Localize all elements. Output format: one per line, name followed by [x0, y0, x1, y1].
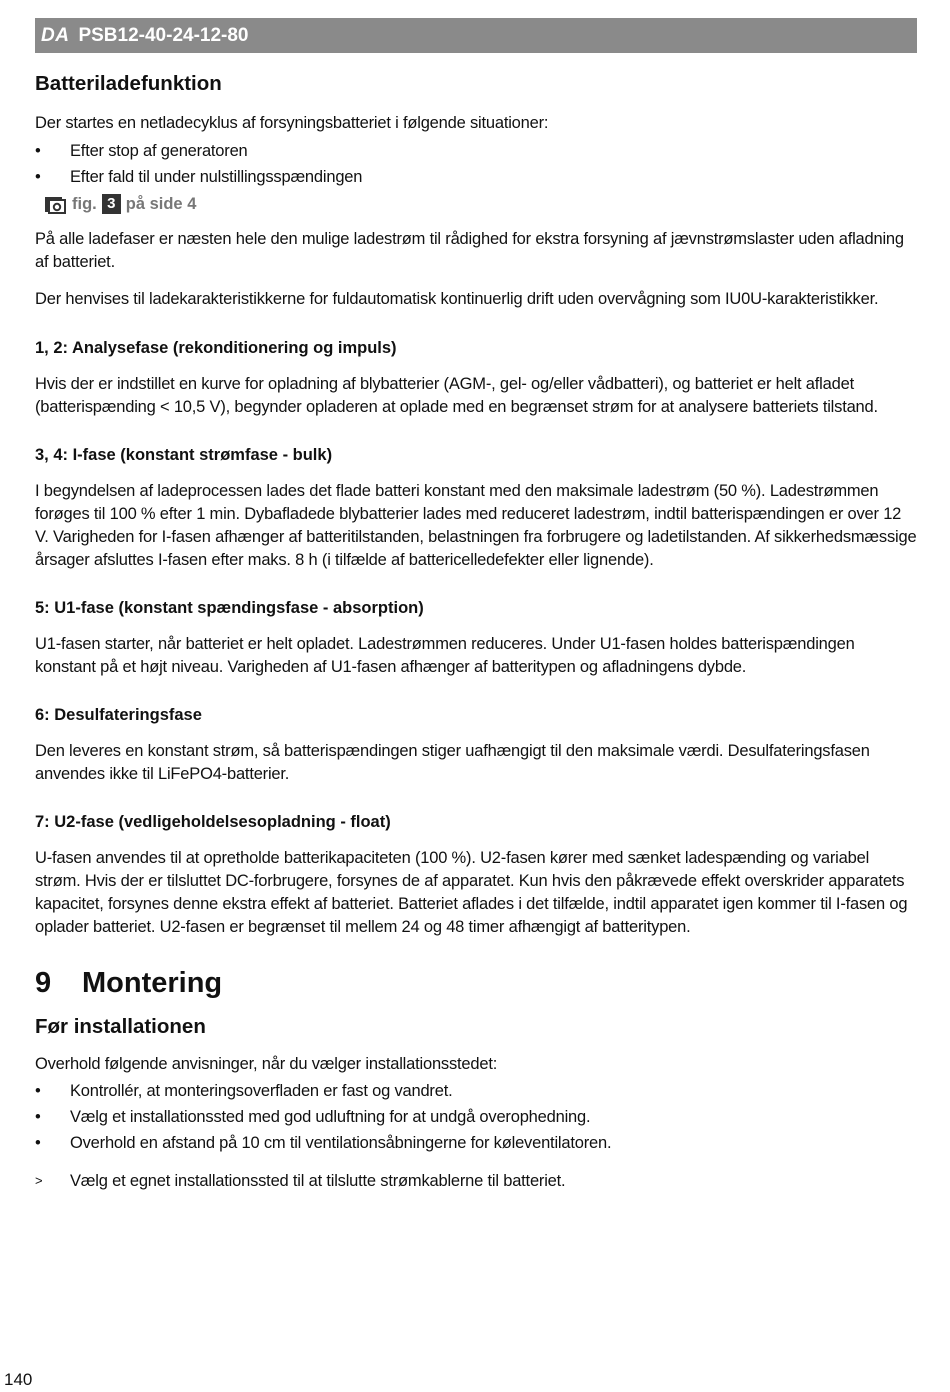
model-number: PSB12-40-24-12-80	[78, 24, 249, 46]
phase-5-text: U1-fasen starter, når batteriet er helt opladet. Ladestrømmen reduceres. Under U1-fasen holdes batterispændingen konstant på et højt niveau. Varigheden af U1-fasen afhænger af batteritypen og afladningens dybde.	[35, 635, 855, 676]
action-step: > Vælg et egnet installationssted til at tilslutte strømkablerne til batteriet.	[35, 1168, 917, 1194]
bullet-icon: •	[35, 168, 41, 186]
chapter-title	[35, 963, 917, 1003]
bullet-icon: •	[35, 1108, 41, 1126]
header-bar	[35, 18, 917, 53]
figure-reference-link[interactable]	[45, 190, 917, 218]
section-title-installation: Før installationen	[35, 1015, 206, 1038]
list-item: • Kontrollér, at monteringsoverfladen er fast og vandret.	[35, 1078, 917, 1104]
installation-intro: Overhold følgende anvisninger, når du vælger installationsstedet:	[35, 1055, 498, 1073]
phase-7-title: 7: U2-fase (vedligeholdelsesopladning - float)	[35, 813, 391, 831]
page-content	[35, 70, 917, 1194]
page-number: 140	[4, 1370, 33, 1389]
phase-6-text: Den leveres en konstant strøm, så batterispændingen stiger uafhængigt til den maksimale værdi. Desulfateringsfasen anvendes ikke til LiFePO4-batterier.	[35, 742, 870, 783]
bullet-icon: •	[35, 1134, 41, 1152]
figure-page: på side 4	[125, 194, 197, 213]
figure-number: 3	[102, 194, 121, 214]
phase-12-text: Hvis der er indstillet en kurve for opladning af blybatterier (AGM-, gel- og/eller vådbatteri), og batteriet er helt afladet (batterispænding < 10,5 V), begynder opladeren at oplade med en begrænset strøm for at analysere batteriets tilstand.	[35, 375, 878, 416]
figure-label: fig.	[72, 194, 97, 213]
bullet-icon: •	[35, 142, 41, 160]
charging-paragraph-1: På alle ladefaser er næsten hele den mulige ladestrøm til rådighed for ekstra forsyning af jævnstrømslaster uden afladning af batteriet.	[35, 230, 904, 271]
list-item: • Vælg et installationssted med god udluftning for at undgå overophedning.	[35, 1104, 917, 1130]
chapter-number: 9	[35, 967, 52, 999]
phase-6-title: 6: Desulfateringsfase	[35, 706, 202, 724]
language-code: DA	[41, 24, 70, 46]
installation-bullet-list	[35, 1078, 917, 1156]
phase-34-title: 3, 4: I-fase (konstant strømfase - bulk)	[35, 446, 333, 464]
list-item: • Efter stop af generatoren	[35, 138, 917, 164]
phase-12-title: 1, 2: Analysefase (rekonditionering og impuls)	[35, 339, 397, 357]
arrow-right-icon: >	[35, 1173, 43, 1188]
bullet-icon: •	[35, 1082, 41, 1100]
charging-intro: Der startes en netladecyklus af forsyningsbatteriet i følgende situationer:	[35, 114, 549, 132]
camera-icon	[45, 194, 67, 214]
section-title-charging: Batteriladefunktion	[35, 72, 222, 95]
phase-34-text: I begyndelsen af ladeprocessen lades det flade batteri konstant med den maksimale ladestrøm (50 %). Ladestrømmen forøges til 100 % efter 1 min. Dybafladede blybatterier lades med reduceret ladestrøm, indtil batterispændingen er over 12 V. Varigheden for I-fasen afhænger af batteritilstanden, belastningen fra forbrugere og ladetilstanden. Af sikkerhedsmæssige årsager afsluttes I-fasen efter maks. 8 h (i tilfælde af battericelledefekter eller lignende).	[35, 482, 917, 569]
charging-bullet-list	[35, 138, 917, 190]
list-item: • Overhold en afstand på 10 cm til ventilationsåbningerne for køleventilatoren.	[35, 1130, 917, 1156]
phase-7-text: U-fasen anvendes til at opretholde batterikapaciteten (100 %). U2-fasen kører med sænket ladespænding og variabel strøm. Hvis der er tilsluttet DC-forbrugere, forsynes de af apparatet. Kun hvis den påkrævede effekt overskrider apparatets kapacitet, forsynes denne ekstra effekt af batteriet. Batteriet aflades i det tilfælde, indtil apparatet igen kommer til I-fasen og oplader batteriet. U2-fasen er begrænset til mellem 24 og 48 timer afhængigt af batteritypen.	[35, 849, 908, 936]
phase-5-title: 5: U1-fase (konstant spændingsfase - absorption)	[35, 599, 424, 617]
list-item: • Efter fald til under nulstillingsspændingen	[35, 164, 917, 190]
charging-paragraph-2: Der henvises til ladekarakteristikkerne for fuldautomatisk kontinuerlig drift uden overvågning som IU0U-karakteristikker.	[35, 290, 879, 308]
chapter-name: Montering	[82, 967, 223, 999]
